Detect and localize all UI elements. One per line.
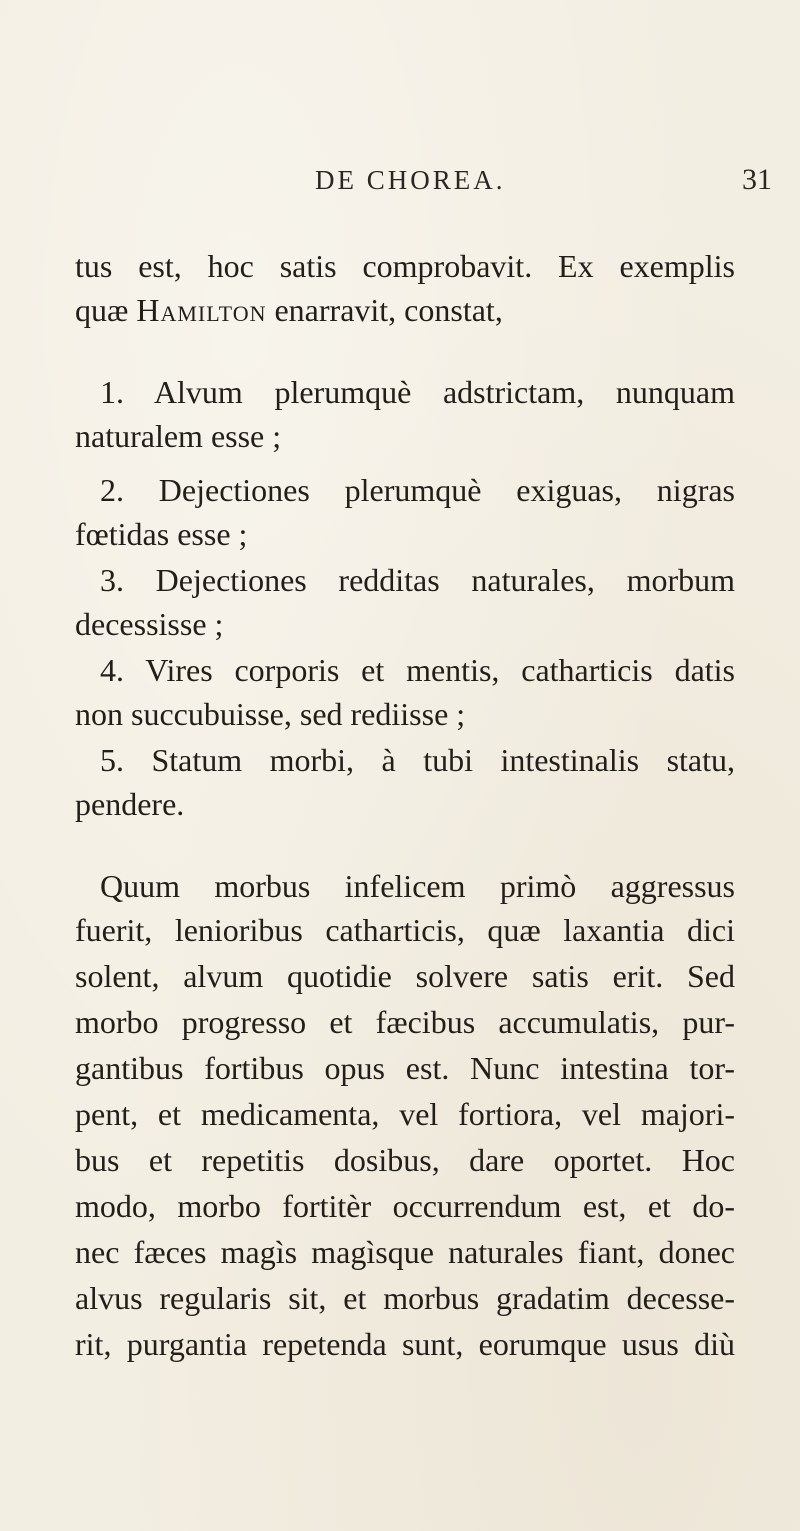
paragraph-line: solent, alvum quotidie solvere satis erit. Sed — [75, 958, 735, 994]
paragraph-line: Quum morbus infelicem primò aggressus — [100, 868, 735, 904]
paragraph-line: modo, morbo fortitèr occurrendum est, et do- — [75, 1188, 735, 1224]
paragraph-line: bus et repetitis dosibus, dare oportet. Hoc — [75, 1142, 735, 1178]
text-fragment: enarravit, constat, — [266, 292, 503, 328]
list-item-3: 3. Dejectiones redditas naturales, morbum — [100, 562, 735, 598]
page-header — [0, 160, 800, 200]
author-name: Hamilton — [136, 292, 267, 328]
paragraph-line: nec fæces magìs magìsque naturales fiant, donec — [75, 1234, 735, 1270]
list-item-3-cont: decessisse ; — [75, 606, 224, 642]
text-line: tus est, hoc satis comprobavit. Ex exemplis — [75, 248, 735, 284]
list-item-1-cont: naturalem esse ; — [75, 418, 282, 454]
list-item-5: 5. Statum morbi, à tubi intestinalis statu, — [100, 742, 735, 778]
page-number: 31 — [742, 163, 772, 196]
list-item-2: 2. Dejectiones plerumquè exiguas, nigras — [100, 472, 735, 508]
list-item-1: 1. Alvum plerumquè adstrictam, nunquam — [100, 374, 735, 410]
list-item-2-cont: fœtidas esse ; — [75, 516, 248, 552]
paragraph-line: alvus regularis sit, et morbus gradatim decesse- — [75, 1280, 735, 1316]
text-fragment: quæ — [75, 292, 137, 328]
paragraph-line: morbo progresso et fæcibus accumulatis, pur- — [75, 1004, 735, 1040]
list-item-4-cont: non succubuisse, sed rediisse ; — [75, 696, 466, 732]
paragraph-line: rit, purgantia repetenda sunt, eorumque usus diù — [75, 1326, 735, 1362]
paragraph-line: gantibus fortibus opus est. Nunc intestina tor- — [75, 1050, 735, 1086]
paragraph-line: fuerit, lenioribus catharticis, quæ laxantia dici — [75, 912, 735, 948]
list-item-5-cont: pendere. — [75, 786, 185, 822]
list-item-4: 4. Vires corporis et mentis, catharticis datis — [100, 652, 735, 688]
paragraph-line: pent, et medicamenta, vel fortiora, vel majori- — [75, 1096, 735, 1132]
text-line — [75, 290, 503, 330]
running-title: DE CHOREA. — [315, 165, 506, 195]
